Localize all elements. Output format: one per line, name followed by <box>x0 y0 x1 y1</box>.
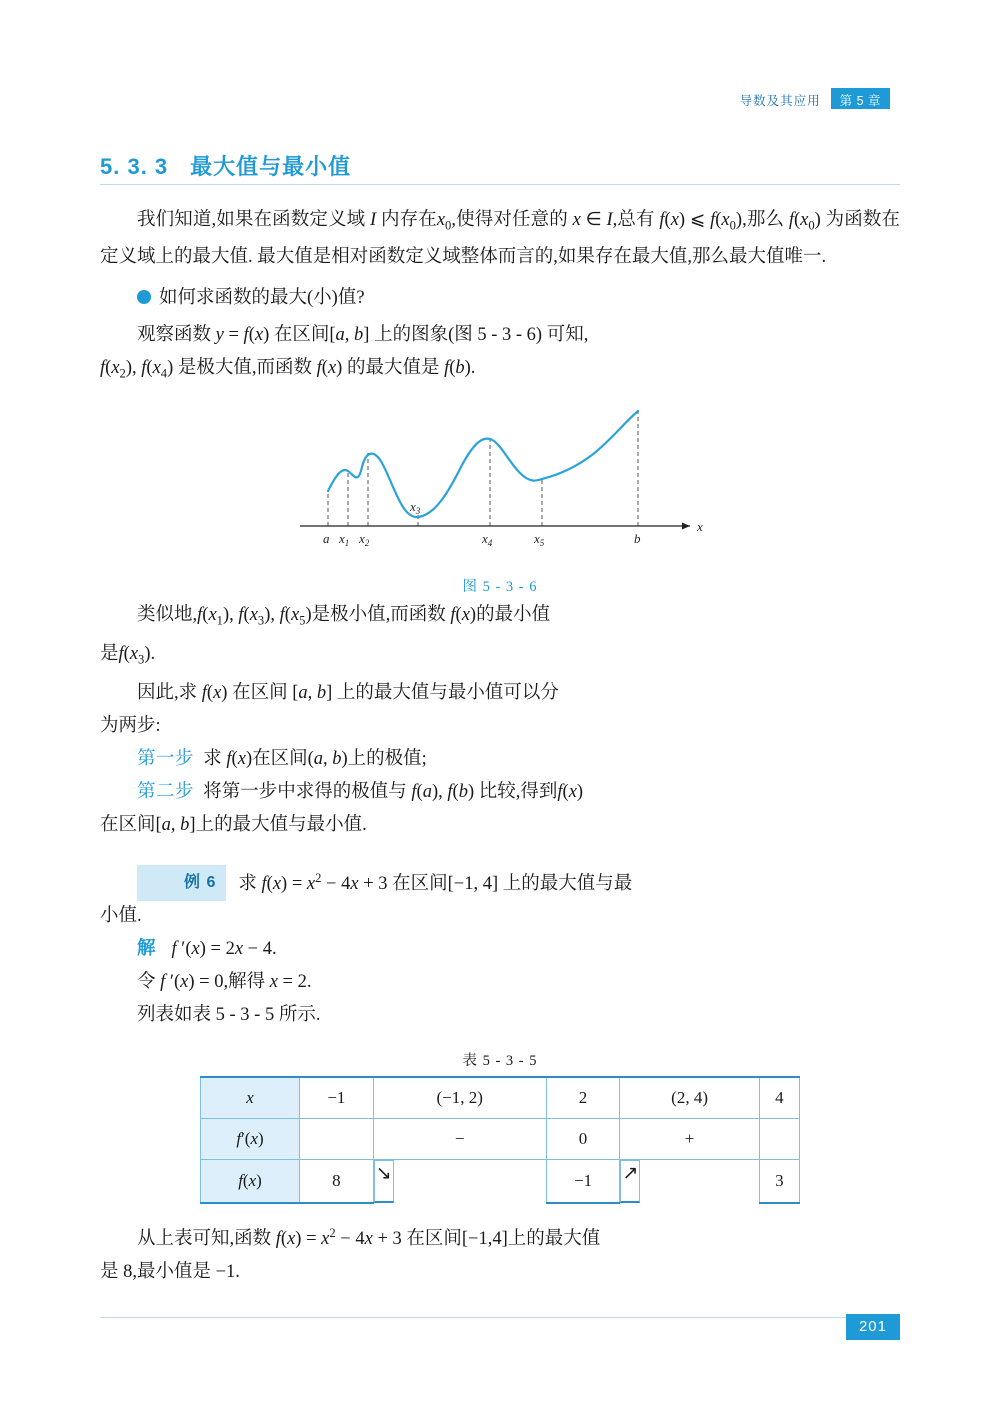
cell-fprime-3: 0 <box>546 1118 620 1159</box>
solution-label: 解 <box>137 938 156 959</box>
step-one-label: 第一步 <box>137 748 195 769</box>
page-number: 201 <box>846 1314 900 1340</box>
example-6-cont: 小值. <box>100 905 142 926</box>
solution-line-1: 解 f ′(x) = 2x − 4. <box>137 938 277 959</box>
svg-text:a: a <box>323 531 330 547</box>
section-heading-text: 最大值与最小值 <box>190 154 352 179</box>
figure-5-3-6 <box>100 401 900 596</box>
cell-f-2: ↘ <box>374 1160 394 1203</box>
function-graph-svg <box>290 401 710 566</box>
cell-f-5: 3 <box>759 1159 799 1203</box>
inquiry-question-text: 如何求函数的最大(小)值? <box>159 287 365 308</box>
svg-text:x2: $x_2$ <box>359 531 370 549</box>
footer-divider <box>100 1317 900 1318</box>
bullet-dot-icon <box>137 290 151 304</box>
running-title: 导数及其应用 <box>739 94 821 108</box>
cell-fprime-4: + <box>620 1118 759 1159</box>
svg-text:x4: $x_4$ <box>482 531 493 549</box>
paragraph-minimum-cont: 是$f(x_3)$. <box>100 644 156 667</box>
svg-text:x3: $x_3$ <box>410 499 421 517</box>
cell-f-3: −1 <box>546 1159 620 1203</box>
table-row <box>201 1118 800 1159</box>
example-6: 例 6 求 $f(x) = x^2 - 4x + 3$ 在区间[−1, 4] 上的最大值与最 <box>100 863 900 901</box>
paragraph-two-steps-cont: 为两步: <box>100 715 161 736</box>
paragraph-minimum: 类似地$,f(x_1)$, $f(x_3)$, $f(x_5)$是极小值,而函数 f(x)的最小值 <box>137 605 551 629</box>
cell-fprime-1 <box>300 1118 374 1159</box>
table-caption: 表 5 - 3 - 5 <box>462 1052 538 1069</box>
paragraph-conclusion-cont: 是 8,最小值是 −1. <box>100 1262 240 1283</box>
svg-text:b: b <box>634 531 641 547</box>
cell-x-1: −1 <box>300 1077 374 1119</box>
solution-line-2: 令 f ′(x) = 0,解得 x = 2. <box>137 971 312 992</box>
paragraph-definition: 我们知道,如果在函数定义域 I 内存在$x_0$,使得对任意的 x ∈ I,总有 f(x) ⩽ $f(x_0)$,那么 $f(x_0)$ 为函数在定义域上的最大值. 最大值是相对函数定义域整体而言的,如果存在最大值,那么最大值唯一. <box>100 210 900 267</box>
paragraph-two-steps: 因此,求 f(x) 在区间 [a, b] 上的最大值与最小值可以分 <box>137 682 559 703</box>
cell-fprime-5 <box>759 1118 799 1159</box>
cell-x-5: 4 <box>759 1077 799 1119</box>
paragraph-observe: 观察函数 y = f(x) 在区间[a, b] 上的图象(图 5 - 3 - 6) 可知, <box>137 324 589 345</box>
cell-x-2: (−1, 2) <box>373 1077 546 1119</box>
step-one: 第一步 求 f(x)在区间(a, b)上的极值; <box>137 748 427 769</box>
variation-table <box>200 1076 800 1204</box>
cell-fprime-2: − <box>373 1118 546 1159</box>
table-row <box>201 1077 800 1119</box>
cell-f-1: 8 <box>300 1159 374 1203</box>
svg-text:x1: $x_1$ <box>339 531 350 549</box>
title-divider <box>100 184 900 185</box>
cell-f-4: ↗ <box>620 1160 640 1203</box>
inquiry-question <box>100 283 900 314</box>
step-two-cont: 在区间[a, b]上的最大值与最小值. <box>100 814 367 835</box>
svg-text:x: x <box>697 519 703 535</box>
section-title <box>100 150 900 181</box>
row-header-fprime: f′(x) <box>201 1118 300 1159</box>
cell-x-4: (2, 4) <box>620 1077 759 1119</box>
step-two: 第二步 将第一步中求得的极值与 f(a), f(b) 比较,得到f(x) <box>137 781 584 802</box>
row-header-f: f(x) <box>201 1159 300 1203</box>
figure-caption: 图 5 - 3 - 6 <box>462 579 538 596</box>
chapter-tag: 第 5 章 <box>831 88 890 109</box>
cell-x-3: 2 <box>546 1077 620 1119</box>
table-row <box>201 1159 800 1203</box>
page-content <box>100 205 900 1290</box>
section-number: 5. 3. 3 <box>100 154 169 179</box>
svg-text:x5: $x_5$ <box>534 531 545 549</box>
paragraph-conclusion: 从上表可知,函数 $f(x) = x^2 - 4x + 3$ 在区间[−1,4]上的最大值 <box>137 1225 601 1250</box>
paragraph-observe-cont: $f(x_2)$, $f(x_4)$ 是极大值,而函数 f(x) 的最大值是 f(b). <box>100 357 476 381</box>
solution-line-3: 列表如表 5 - 3 - 5 所示. <box>137 1004 321 1025</box>
row-header-x: x <box>201 1077 300 1119</box>
page-header <box>740 88 890 109</box>
step-two-label: 第二步 <box>137 781 195 802</box>
example-badge: 例 6 <box>137 865 226 901</box>
